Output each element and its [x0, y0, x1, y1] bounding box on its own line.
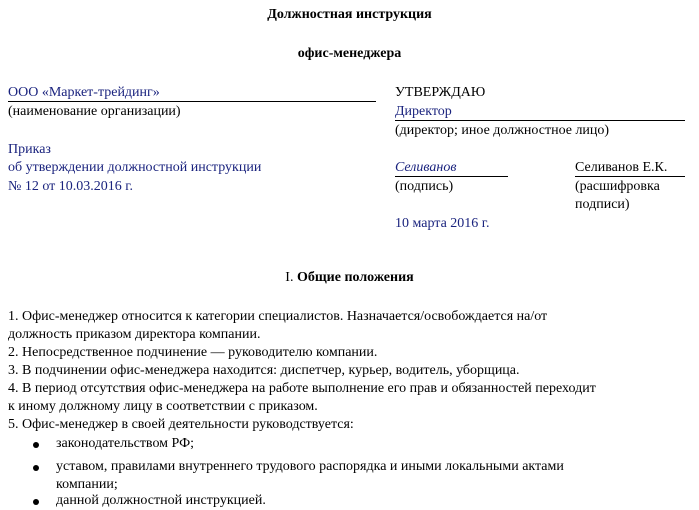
position-caption: (директор; иное должностное лицо) — [395, 123, 610, 138]
organization-underline — [8, 101, 376, 102]
list-item: 3. В подчинении офис-менеджера находится: диспетчер, курьер, водитель, уборщица. — [8, 363, 520, 378]
organization-caption: (наименование организации) — [8, 104, 181, 119]
bullet-icon — [33, 499, 39, 505]
list-item-continuation: к иному должному лицу в соответствии с приказом. — [8, 399, 318, 414]
bullet-icon — [33, 465, 39, 471]
position-underline — [395, 120, 685, 121]
list-item-continuation: должность приказом директора компании. — [8, 327, 261, 342]
signature-underline — [395, 176, 508, 177]
approver-position: Директор — [395, 104, 452, 119]
name-caption-line-2: подписи) — [575, 197, 630, 212]
list-item: 4. В период отсутствия офис-менеджера на работе выполнение его прав и обязанностей переходит — [8, 381, 596, 396]
document-title: Должностная инструкция — [267, 7, 432, 22]
order-word: Приказ — [8, 142, 51, 157]
bullet-icon — [33, 442, 39, 448]
organization-name: ООО «Маркет-трейдинг» — [8, 85, 160, 100]
name-underline — [575, 176, 685, 177]
section-title: Общие положения — [296, 270, 414, 285]
signature-caption: (подпись) — [395, 179, 454, 194]
name-caption-line-1: (расшифровка — [575, 179, 660, 194]
list-item: 5. Офис-менеджер в своей деятельности руководствуется: — [8, 417, 354, 432]
bullet-item: уставом, правилами внутреннего трудового распорядка и иными локальными актами — [56, 459, 564, 474]
section-number: I. — [285, 270, 297, 285]
approval-date: 10 марта 2016 г. — [395, 216, 490, 231]
list-item: 2. Непосредственное подчинение — руководителю компании. — [8, 345, 378, 360]
bullet-item: данной должностной инструкцией. — [56, 493, 266, 508]
bullet-item-continuation: компании; — [56, 477, 118, 492]
approve-label: УТВЕРЖДАЮ — [395, 85, 486, 100]
approver-name: Селиванов Е.К. — [575, 160, 668, 175]
document-subtitle: офис-менеджера — [297, 46, 402, 61]
section-heading — [0, 269, 699, 287]
signature: Селиванов — [395, 160, 457, 175]
bullet-item: законодательством РФ; — [56, 436, 195, 451]
order-number: № 12 от 10.03.2016 г. — [8, 179, 133, 194]
order-title: об утверждении должностной инструкции — [8, 160, 262, 175]
list-item: 1. Офис-менеджер относится к категории специалистов. Назначается/освобождается на/от — [8, 309, 548, 324]
